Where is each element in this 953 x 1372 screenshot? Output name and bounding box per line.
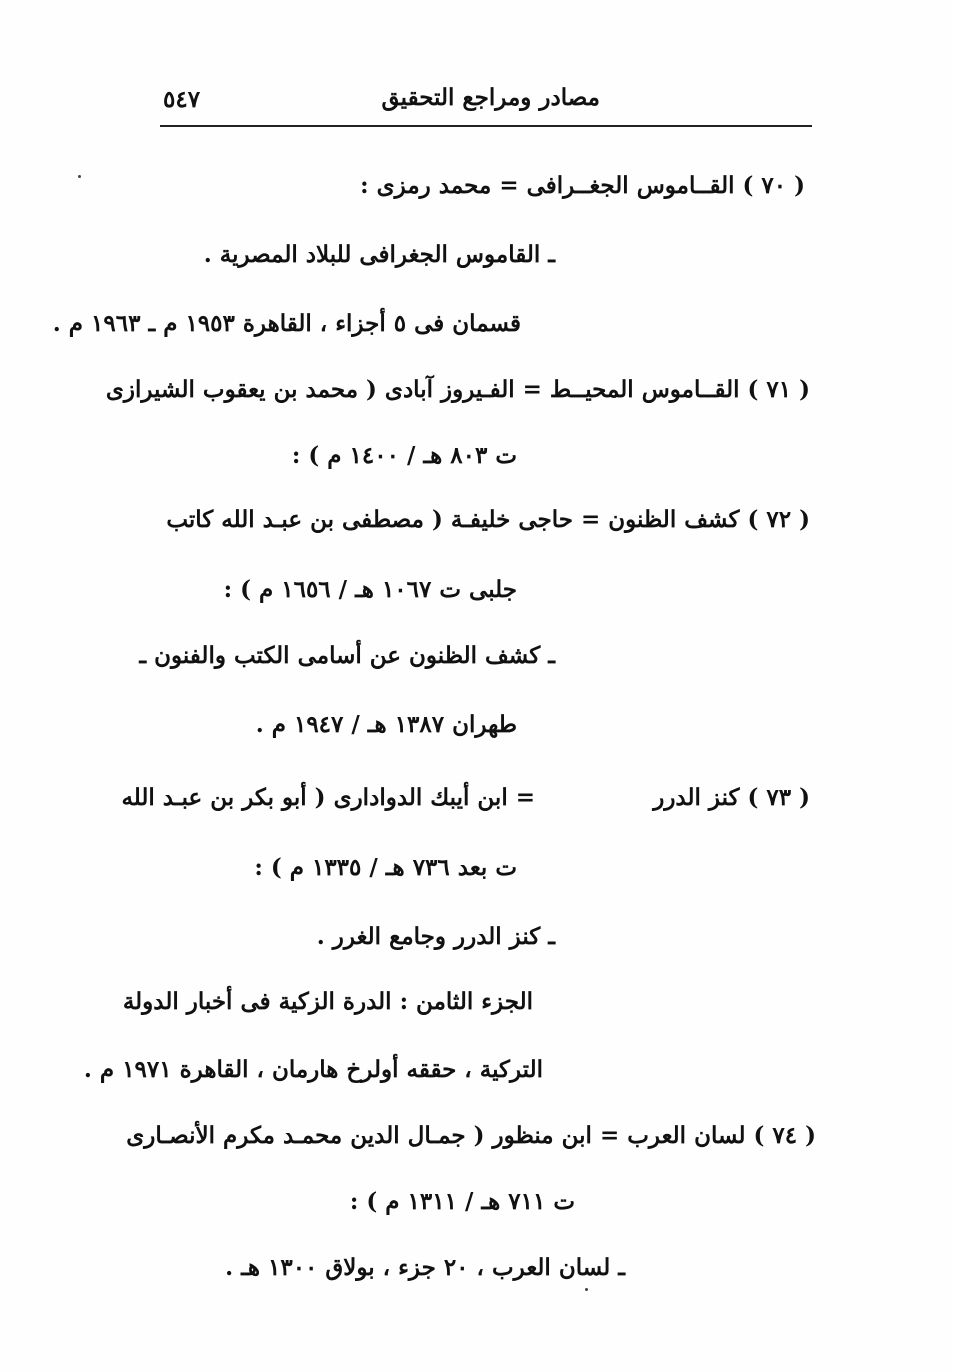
entry-73-title-line: ـ كنز الدرر وجامع الغرر . [316, 923, 555, 950]
entry-71-heading: ( ٧١ ) القــاموس المحيــط = الفـيروز آبادى ( محمد بن يعقوب الشيرازى [105, 376, 810, 403]
entry-72-publication-line: طهران ١٣٨٧ هـ / ١٩٤٧ م . [255, 711, 517, 738]
entry-73-volume-line: الجزء الثامن : الدرة الزكية فى أخبار الدولة [122, 988, 533, 1015]
entry-73-heading-author: = ابن أيبك الدوادارى ( أبو بكر بن عبـد الله [121, 784, 535, 811]
entry-73-death-date-line: ت بعد ٧٣٦ هـ / ١٣٣٥ م ) : [254, 854, 517, 881]
running-header-title: مصادر ومراجع التحقيق [381, 84, 600, 111]
header-divider [160, 125, 812, 127]
entry-72-heading: ( ٧٢ ) كشف الظنون = حاجى خليفـة ( مصطفى بن عبـد الله كاتب [166, 506, 810, 533]
entry-70-heading: ( ٧٠ ) القــاموس الجغــرافى = محمد رمزى : [360, 172, 805, 199]
entry-72-death-date-line: جلبى ت ١٠٦٧ هـ / ١٦٥٦ م ) : [223, 576, 517, 603]
entry-72-title-line: ـ كشف الظنون عن أسامى الكتب والفنون ـ [139, 642, 555, 669]
scan-speck [585, 1288, 588, 1291]
entry-74-death-date-line: ت ٧١١ هـ / ١٣١١ م ) : [349, 1188, 575, 1215]
entry-70-title-line: ـ القاموس الجغرافى للبلاد المصرية . [203, 241, 555, 268]
entry-71-death-date-line: ت ٨٠٣ هـ / ١٤٠٠ م ) : [291, 442, 517, 469]
page-number: ٥٤٧ [163, 86, 201, 113]
entry-74-heading: ( ٧٤ ) لسان العرب = ابن منظور ( جمـال الدين محمـد مكرم الأنصـارى [126, 1122, 816, 1149]
entry-73-heading-title: ( ٧٣ ) كنز الدرر [653, 784, 810, 811]
entry-70-publication-line: قسمان فى ٥ أجزاء ، القاهرة ١٩٥٣ م ـ ١٩٦٣ م . [52, 310, 521, 337]
entry-74-publication-line: ـ لسان العرب ، ٢٠ جزء ، بولاق ١٣٠٠ هـ . [225, 1254, 625, 1281]
entry-73-publication-line: التركية ، حققه أولرخ هارمان ، القاهرة ١٩٧١ م . [83, 1056, 543, 1083]
scan-speck [78, 175, 81, 178]
